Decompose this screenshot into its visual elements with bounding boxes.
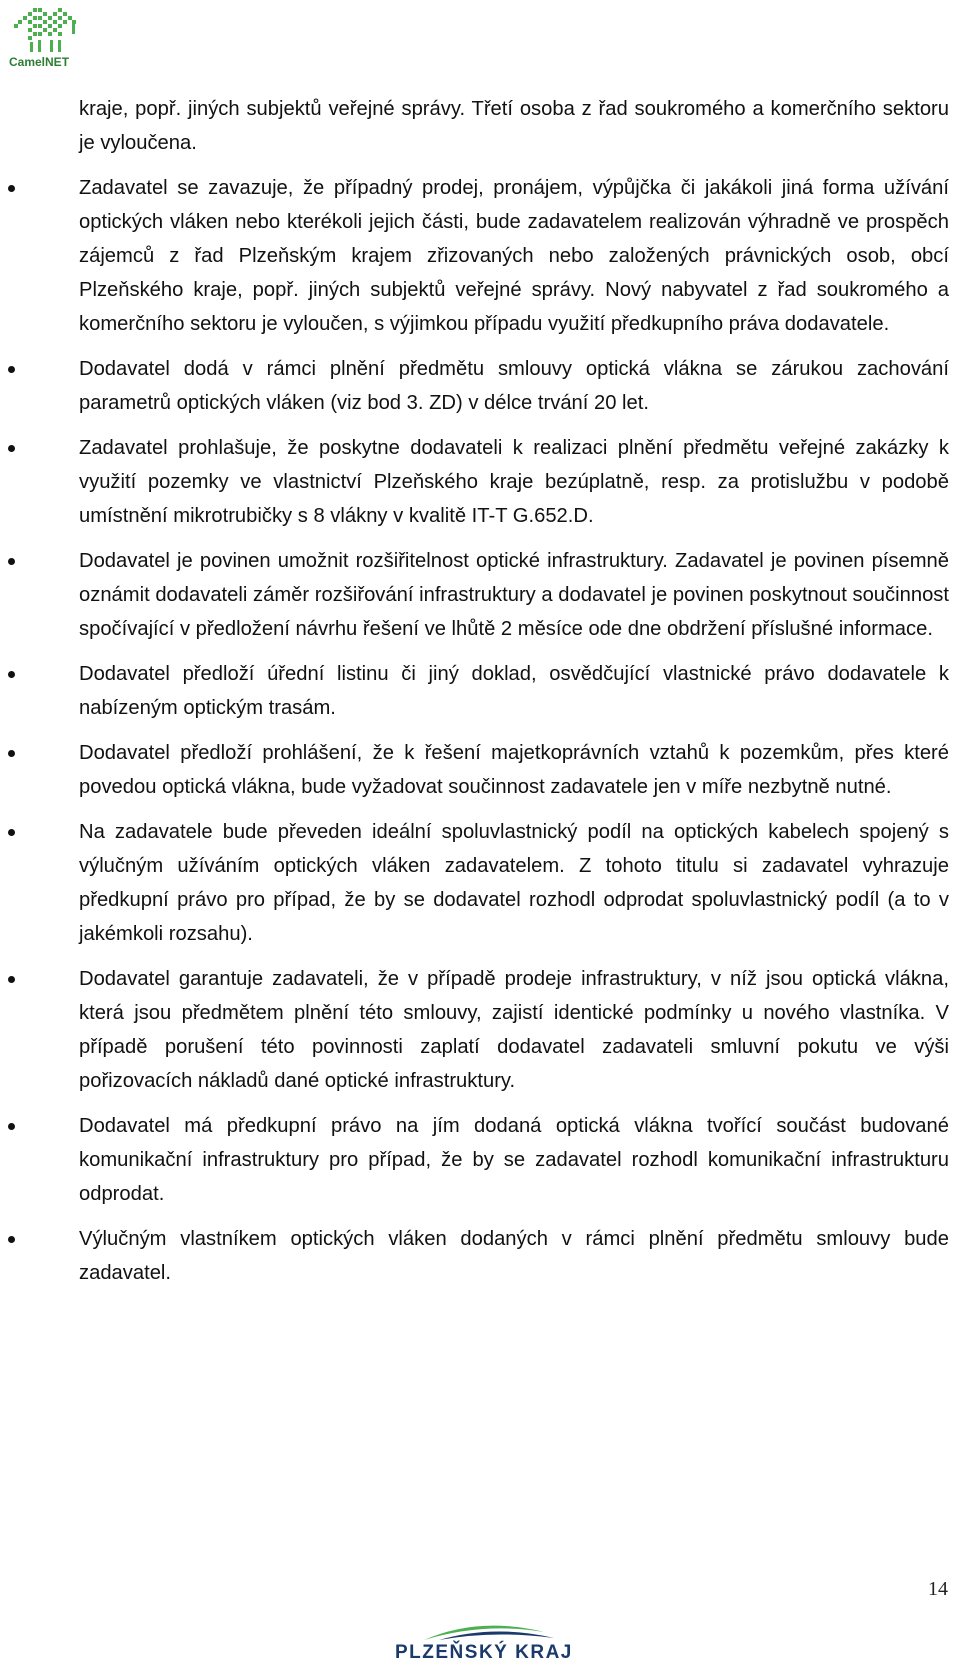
- bullet-icon: [8, 671, 15, 678]
- bullet-icon: [8, 366, 15, 373]
- list-item-text: Zadavatel prohlašuje, že poskytne dodavateli k realizaci plnění předmětu veřejné zakázky k využití pozemky ve vlastnictví Plzeňského kraje bezúplatně, resp. za protislužbu v podobě umístnění mikrotrubičky s 8 vlákny v kvalitě IT-T G.652.D.: [79, 437, 949, 527]
- list-item-text: Dodavatel předloží úřední listinu či jiný doklad, osvědčující vlastnické právo dodavatele k nabízeným optickým trasám.: [79, 663, 949, 719]
- bullet-icon: [8, 750, 15, 757]
- list-item: [79, 544, 949, 646]
- document-body: [79, 92, 949, 1301]
- list-item-text: Dodavatel má předkupní právo na jím dodaná optická vlákna tvořící součást budované komunikační infrastruktury pro případ, že by se zadavatel rozhodl komunikační infrastrukturu odprodat.: [79, 1115, 949, 1205]
- list-item-text: Dodavatel předloží prohlášení, že k řešení majetkoprávních vztahů k pozemkům, přes které povedou optická vlákna, bude vyžadovat součinnost zadavatele jen v míře nezbytně nutné.: [79, 742, 949, 798]
- list-item-text: Zadavatel se zavazuje, že případný prodej, pronájem, výpůjčka či jakákoli jiná forma užívání optických vláken nebo kterékoli jejich části, bude zadavatelem realizován výhradně ve prospěch zájemců z řad Plzeňským krajem zřizovaných nebo založených právnických osob, obcí Plzeňského kraje, popř. jiných subjektů veřejné správy. Nový nabyvatel z řad soukromého a komerčního sektoru je vyloučen, s výjimkou případu využití předkupního práva dodavatele.: [79, 177, 949, 335]
- bullet-icon: [8, 185, 15, 192]
- list-item: [79, 431, 949, 533]
- list-item-text: Dodavatel je povinen umožnit rozšiřitelnost optické infrastruktury. Zadavatel je povinen písemně oznámit dodavateli záměr rozšiřování infrastruktury a dodavatel je povinen poskytnout součinnost spočívající v předložení návrhu řešení ve lhůtě 2 měsíce ode dne obdržení příslušné informace.: [79, 550, 949, 640]
- page-number: 14: [928, 1578, 948, 1600]
- intro-paragraph: kraje, popř. jiných subjektů veřejné správy. Třetí osoba z řad soukromého a komerčního sektoru je vyloučena.: [79, 98, 949, 154]
- camelnet-logo-text: CamelNET: [9, 55, 70, 69]
- list-item: [79, 657, 949, 725]
- list-item: [79, 171, 949, 341]
- list-item: [79, 962, 949, 1098]
- list-item: [79, 815, 949, 951]
- list-item-text: Dodavatel garantuje zadavateli, že v případě prodeje infrastruktury, v níž jsou optická vlákna, která jsou předmětem plnění této smlouvy, zajistí identické podmínky u nového vlastníka. V případě porušení této povinnosti zaplatí dodavatel zadavateli smluvní pokutu ve výši pořizovacích nákladů dané optické infrastruktury.: [79, 968, 949, 1092]
- plzensky-kraj-logo-text: PLZEŇSKÝ KRAJ: [395, 1642, 573, 1663]
- bullet-icon: [8, 445, 15, 452]
- list-item-text: Dodavatel dodá v rámci plnění předmětu smlouvy optická vlákna se zárukou zachování parametrů optických vláken (viz bod 3. ZD) v délce trvání 20 let.: [79, 358, 949, 414]
- list-item-text: Výlučným vlastníkem optických vláken dodaných v rámci plnění předmětu smlouvy bude zadavatel.: [79, 1228, 949, 1284]
- bullet-icon: [8, 1236, 15, 1243]
- list-item-text: Na zadavatele bude převeden ideální spoluvlastnický podíl na optických kabelech spojený s výlučným užíváním optických vláken zadavatelem. Z tohoto titulu si zadavatel vyhrazuje předkupní právo pro případ, že by se dodavatel rozhodl odprodat spoluvlastnický podíl (a to v jakémkoli rozsahu).: [79, 821, 949, 945]
- list-item: [79, 736, 949, 804]
- list-item: [79, 1222, 949, 1290]
- bullet-icon: [8, 976, 15, 983]
- bullet-list: [79, 171, 949, 1290]
- camel-icon: [6, 2, 80, 70]
- bullet-icon: [8, 558, 15, 565]
- list-item: [79, 1109, 949, 1211]
- bullet-icon: [8, 829, 15, 836]
- bullet-icon: [8, 1123, 15, 1130]
- list-item: [79, 352, 949, 420]
